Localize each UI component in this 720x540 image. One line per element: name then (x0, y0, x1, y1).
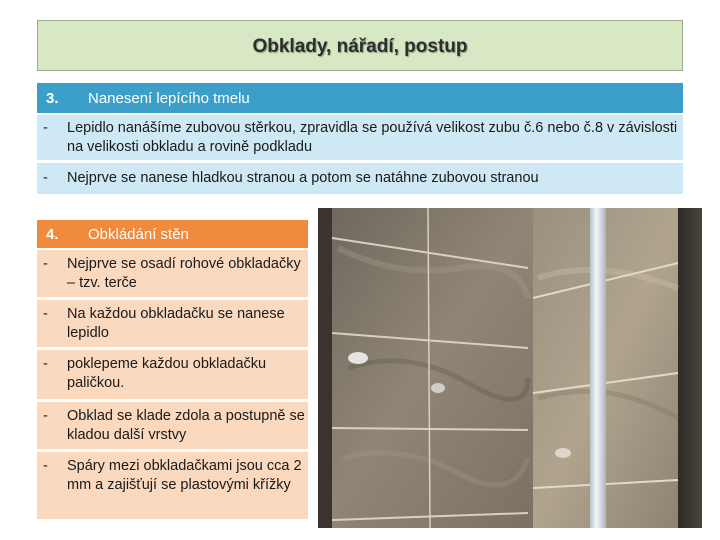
section-3-item-2 (37, 163, 683, 195)
item-text: Obklad se klade zdola a postupně se kladou další vrstvy (67, 408, 305, 443)
section-4-item-3 (37, 350, 308, 400)
bullet-dash: - (43, 170, 48, 186)
section-4-heading: Obkládání stěn (88, 225, 189, 243)
section-4-item-1 (37, 250, 308, 298)
item-text: poklepeme každou obkladačku paličkou. (67, 356, 267, 391)
section-4-item-2 (37, 300, 308, 348)
slide-title-box (37, 20, 683, 71)
section-3-item-1 (37, 115, 683, 161)
item-text: Nejprve se nanese hladkou stranou a potom se natáhne zubovou stranou (67, 170, 539, 186)
section-4-header (37, 220, 308, 248)
bullet-dash: - (43, 408, 48, 424)
section-4-item-4 (37, 402, 308, 450)
bullet-dash: - (43, 306, 48, 322)
item-text: Na každou obkladačku se nanese lepidlo (67, 306, 285, 341)
section-3-header (37, 83, 683, 113)
tiled-wall-photo (318, 208, 702, 528)
bullet-dash: - (43, 256, 48, 272)
bullet-dash: - (43, 356, 48, 372)
section-3-number: 3. (46, 89, 59, 107)
bullet-dash: - (43, 458, 48, 474)
item-text: Lepidlo nanášíme zubovou stěrkou, zpravidla se používá velikost zubu č.6 nebo č.8 v závislosti na velikosti obkladu a rovině podkladu (67, 120, 678, 155)
item-text: Nejprve se osadí rohové obkladačky – tzv. terče (67, 256, 301, 291)
bullet-dash: - (43, 120, 48, 136)
item-text: Spáry mezi obkladačkami jsou cca 2 mm a zajišťují se plastovými křížky (67, 458, 302, 493)
section-3-heading: Nanesení lepícího tmelu (88, 89, 250, 107)
section-4-item-5 (37, 452, 308, 520)
section-4-number: 4. (46, 225, 59, 243)
slide-title: Obklady, nářadí, postup (252, 35, 468, 57)
